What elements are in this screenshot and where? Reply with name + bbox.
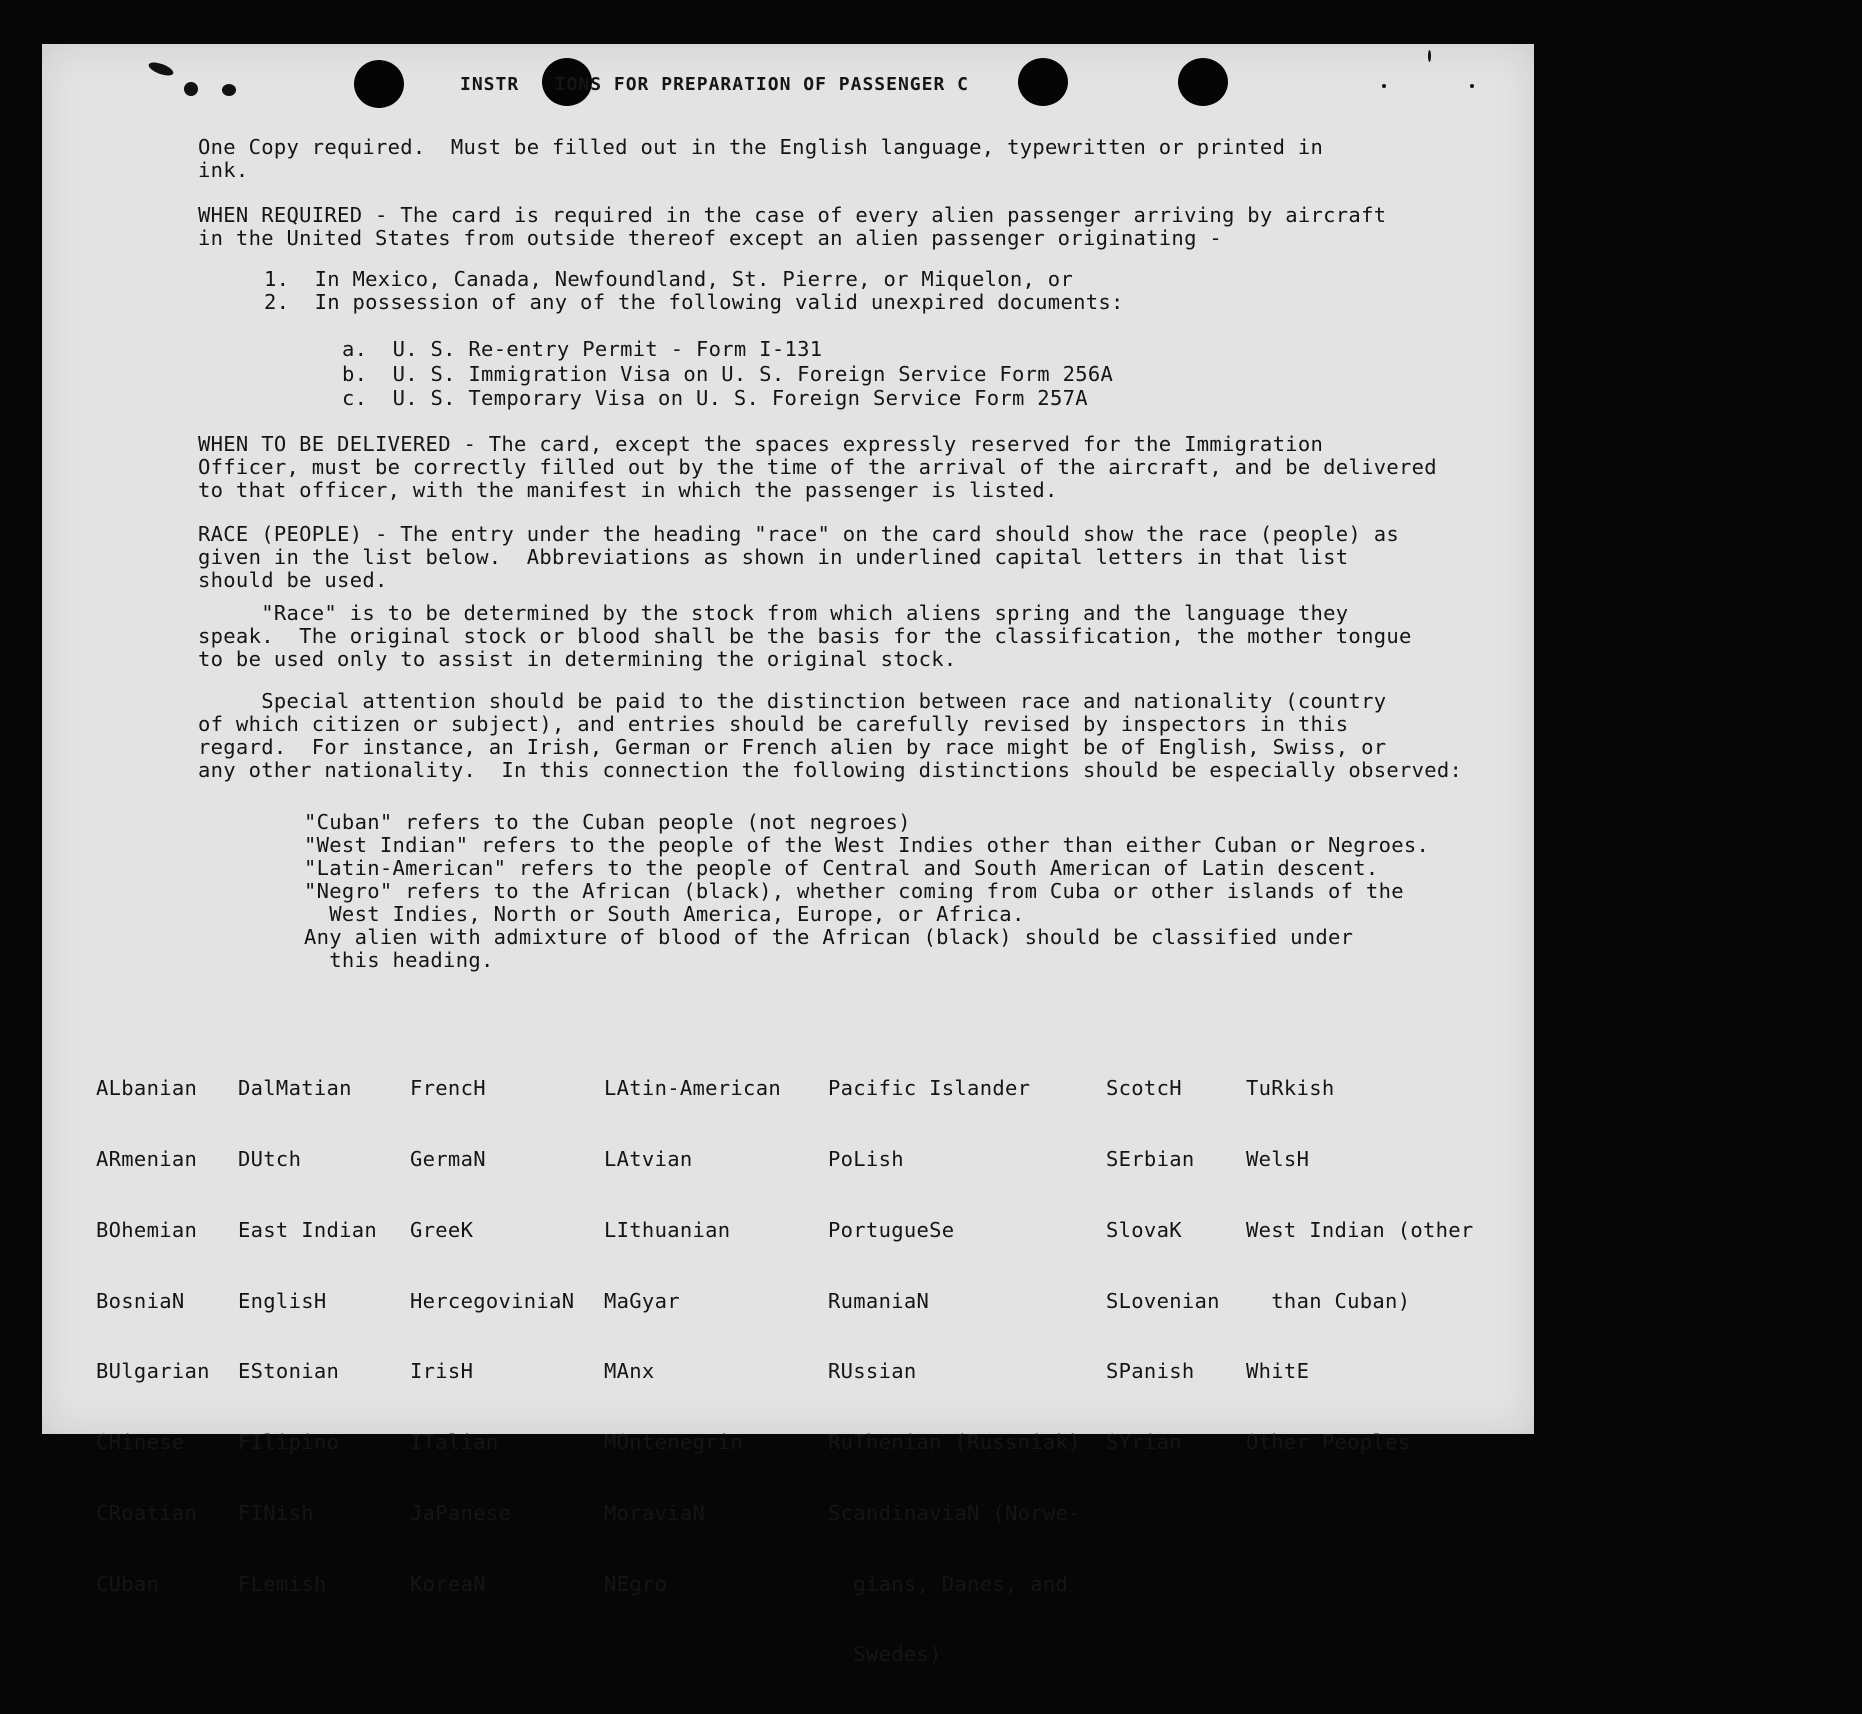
punch-hole [1018, 58, 1068, 106]
race-entry: ScandinaviaN (Norwe- [828, 1500, 1081, 1525]
ink-speck [1428, 50, 1431, 62]
race-entry: ITalian [410, 1430, 499, 1455]
race-entry: DalMatian [238, 1076, 352, 1101]
race-entry: West Indian (other [1246, 1217, 1474, 1242]
race-entry: than Cuban) [1246, 1288, 1411, 1313]
race-entry: LAtin-American [604, 1076, 781, 1101]
numbered-item: 2. In possession of any of the following valid unexpired documents: [264, 290, 1124, 314]
race-entry: EnglisH [238, 1288, 327, 1313]
special-attention-paragraph: Special attention should be paid to the distinction between race and nationality (country of which citizen or subject), and entries should be carefully revised by inspectors in this regard. For instance, an Irish, German or French alien by race might be of English, Swiss, or any other nationality. In this connection the following distinctions should be especially observed: [198, 689, 1463, 782]
race-entry: PortugueSe [828, 1217, 955, 1242]
race-entry: MOntenegrin [604, 1430, 744, 1455]
race-entry: BOhemian [96, 1217, 198, 1242]
when-delivered-paragraph: WHEN TO BE DELIVERED - The card, except the spaces expressly reserved for the Immigration Officer, must be correctly filled out by the time of the arrival of the aircraft, and be delivered to that officer, with the manifest in which the passenger is listed. [198, 432, 1437, 502]
race-entry: CUban [96, 1571, 160, 1596]
race-entry: WhitE [1246, 1359, 1310, 1384]
race-column [604, 1030, 781, 1643]
race-entry: GreeK [410, 1217, 474, 1242]
race-entry: CHinese [96, 1430, 185, 1455]
race-entry: SlovaK [1106, 1217, 1182, 1242]
ink-speck [147, 60, 175, 78]
when-required-paragraph: WHEN REQUIRED - The card is required in the case of every alien passenger arriving by aircraft in the United States from outside thereof except an alien passenger originating - [198, 203, 1387, 250]
race-entry: SLovenian [1106, 1288, 1220, 1313]
instruction-card [42, 44, 1534, 1667]
race-entry: CRoatian [96, 1500, 198, 1525]
race-entry: ScotcH [1106, 1076, 1182, 1101]
race-column [1246, 1030, 1474, 1502]
copy-note: One Copy required. Must be filled out in the English language, typewritten or printed in ink. [198, 135, 1324, 182]
race-entry: FIlipino [238, 1430, 340, 1455]
race-entry: FrencH [410, 1076, 486, 1101]
race-entry: Other Peoples [1246, 1430, 1411, 1455]
race-entry: HercegoviniaN [410, 1288, 575, 1313]
race-entry: SErbian [1106, 1146, 1195, 1171]
race-entry: BosniaN [96, 1288, 185, 1313]
ink-speck [1470, 84, 1474, 88]
race-entry: IrisH [410, 1359, 474, 1384]
race-entry: LAtvian [604, 1146, 693, 1171]
race-entry: SYrian [1106, 1430, 1182, 1455]
race-entry: NEgro [604, 1571, 668, 1596]
lettered-item: c. U. S. Temporary Visa on U. S. Foreign Service Form 257A [342, 386, 1088, 410]
race-entry: MAnx [604, 1359, 655, 1384]
race-entry: MaGyar [604, 1288, 680, 1313]
race-entry: KoreaN [410, 1571, 486, 1596]
numbered-item: 1. In Mexico, Canada, Newfoundland, St. Pierre, or Miquelon, or [264, 267, 1074, 291]
punch-hole [1178, 58, 1228, 106]
race-column [238, 1030, 377, 1643]
lettered-item: b. U. S. Immigration Visa on U. S. Foreign Service Form 256A [342, 362, 1114, 386]
race-entry: RUssian [828, 1359, 917, 1384]
card-heading: INSTR IONS FOR PREPARATION OF PASSENGER C [460, 74, 969, 95]
race-column [828, 1030, 1081, 1714]
race-column [1106, 1030, 1220, 1502]
race-entry: gians, Danes, and [828, 1571, 1069, 1596]
race-definition-paragraph: "Race" is to be determined by the stock from which aliens spring and the language they speak. The original stock or blood shall be the basis for the classification, the mother tongue to be used only to assist in determining the original stock. [198, 601, 1412, 671]
race-entry: ALbanian [96, 1076, 198, 1101]
ink-speck [1382, 84, 1386, 88]
distinctions-list: "Cuban" refers to the Cuban people (not negroes) "West Indian" refers to the people of the West Indies other than either Cuban or Negroes. "Latin-American" refers to the people of Central and South American of Latin descent. "Negro" refers to the African (black), whether coming from Cuba or other islands of the West Indies, North or South America, Europe, or Africa. Any alien with admixture of blood of the African (black) should be classified under this heading. [304, 810, 1430, 972]
race-entry: Swedes) [828, 1642, 942, 1667]
race-entry: ARmenian [96, 1146, 198, 1171]
race-entry: FINish [238, 1500, 314, 1525]
race-entry: RumaniaN [828, 1288, 930, 1313]
race-entry: Pacific Islander [828, 1076, 1031, 1101]
race-entry: DUtch [238, 1146, 302, 1171]
ink-speck [184, 82, 198, 96]
race-entry: JaPanese [410, 1500, 512, 1525]
race-entry: EStonian [238, 1359, 340, 1384]
punch-hole [354, 60, 404, 108]
race-entry: FLemish [238, 1571, 327, 1596]
race-entry: SPanish [1106, 1359, 1195, 1384]
race-people-paragraph: RACE (PEOPLE) - The entry under the heading "race" on the card should show the race (people) as given in the list below. Abbreviations as shown in underlined capital letters in that list should be used. [198, 522, 1399, 592]
race-entry: WelsH [1246, 1146, 1310, 1171]
race-entry: MoraviaN [604, 1500, 706, 1525]
race-entry: TuRkish [1246, 1076, 1335, 1101]
race-entry: RuThenian (Russniak) [828, 1430, 1081, 1455]
ink-speck [222, 84, 236, 96]
race-column [96, 1030, 210, 1643]
race-entry: East Indian [238, 1217, 378, 1242]
race-entry: LIthuanian [604, 1217, 731, 1242]
lettered-item: a. U. S. Re-entry Permit - Form I-131 [342, 337, 823, 361]
race-entry: PoLish [828, 1146, 904, 1171]
race-entry: GermaN [410, 1146, 486, 1171]
race-entry: BUlgarian [96, 1359, 210, 1384]
race-column [410, 1030, 574, 1643]
